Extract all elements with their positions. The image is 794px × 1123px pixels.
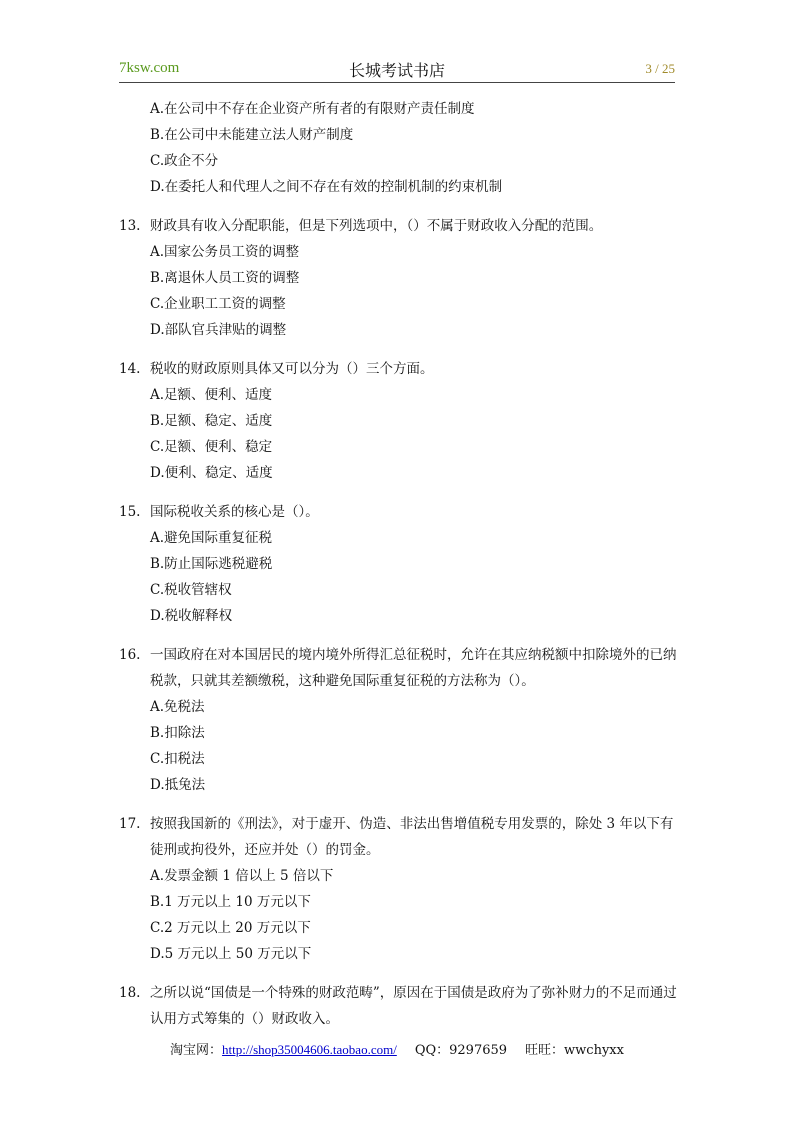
option-b: B.1 万元以上 10 万元以下 bbox=[150, 894, 311, 910]
question-18 bbox=[119, 980, 679, 1032]
option-a: A.足额、便利、适度 bbox=[150, 387, 273, 403]
question-stem: 财政具有收入分配职能，但是下列选项中，（）不属于财政收入分配的范围。 bbox=[150, 218, 603, 234]
question-number: 17. bbox=[119, 816, 141, 832]
question-stem: 国际税收关系的核心是（）。 bbox=[150, 504, 319, 520]
question-stem: 一国政府在对本国居民的境内境外所得汇总征税时，允许在其应纳税额中扣除境外的已纳税款，只就其差额缴税，这种避免国际重复征税的方法称为（）。 bbox=[150, 647, 677, 689]
option-a: A.国家公务员工资的调整 bbox=[150, 244, 300, 260]
option-b: B.扣除法 bbox=[150, 725, 205, 741]
page-footer bbox=[0, 1039, 794, 1058]
option-b: B.离退休人员工资的调整 bbox=[150, 270, 300, 286]
page-header bbox=[119, 56, 675, 83]
question-stem: 税收的财政原则具体又可以分为（）三个方面。 bbox=[150, 361, 434, 377]
wangwang-contact: 旺旺：wwchyxx bbox=[525, 1043, 624, 1058]
page-indicator: 3 / 25 bbox=[645, 61, 675, 76]
option-c: C.税收管辖权 bbox=[150, 582, 232, 598]
option-a: A.在公司中不存在企业资产所有者的有限财产责任制度 bbox=[150, 101, 475, 117]
previous-question-options bbox=[119, 96, 679, 200]
question-stem: 之所以说“国债是一个特殊的财政范畴”，原因在于国债是政府为了弥补财力的不足而通过认用方式筹集的（）财政收入。 bbox=[150, 985, 677, 1027]
question-17 bbox=[119, 811, 679, 967]
option-b: B.足额、稳定、适度 bbox=[150, 413, 273, 429]
site-name[interactable]: 7ksw.com bbox=[119, 60, 180, 76]
question-16 bbox=[119, 642, 679, 798]
question-number: 14. bbox=[119, 361, 141, 377]
option-d: D.便利、稳定、适度 bbox=[150, 465, 273, 481]
option-a: A.免税法 bbox=[150, 699, 205, 715]
shop-label: 淘宝网： bbox=[170, 1043, 223, 1058]
option-b: B.在公司中未能建立法人财产制度 bbox=[150, 127, 354, 143]
document-body bbox=[119, 96, 679, 1032]
option-c: C.政企不分 bbox=[150, 153, 219, 169]
option-c: C.2 万元以上 20 万元以下 bbox=[150, 920, 311, 936]
question-15 bbox=[119, 499, 679, 629]
option-d: D.抵兔法 bbox=[150, 777, 206, 793]
question-number: 13. bbox=[119, 218, 141, 234]
qq-contact: QQ：9297659 bbox=[414, 1043, 508, 1058]
option-c: C.企业职工工资的调整 bbox=[150, 296, 286, 312]
question-number: 18. bbox=[119, 985, 141, 1001]
option-a: A.避免国际重复征税 bbox=[150, 530, 273, 546]
shop-link[interactable]: http://shop35004606.taobao.com/ bbox=[222, 1042, 397, 1057]
question-13 bbox=[119, 213, 679, 343]
question-14 bbox=[119, 356, 679, 486]
option-d: D.税收解释权 bbox=[150, 608, 233, 624]
option-c: C.扣税法 bbox=[150, 751, 205, 767]
option-d: D.5 万元以上 50 万元以下 bbox=[150, 946, 312, 962]
option-d: D.部队官兵津贴的调整 bbox=[150, 322, 287, 338]
question-number: 15. bbox=[119, 504, 141, 520]
option-a: A.发票金额 1 倍以上 5 倍以下 bbox=[150, 868, 334, 884]
option-c: C.足额、便利、稳定 bbox=[150, 439, 273, 455]
store-title: 长城考试书店 bbox=[348, 61, 445, 80]
option-b: B.防止国际逃税避税 bbox=[150, 556, 273, 572]
option-d: D.在委托人和代理人之间不存在有效的控制机制的约束机制 bbox=[150, 179, 503, 195]
question-number: 16. bbox=[119, 647, 141, 663]
question-stem: 按照我国新的《刑法》，对于虚开、伪造、非法出售增值税专用发票的，除处 3 年以下有徒刑或拘役外，还应并处（）的罚金。 bbox=[150, 816, 674, 858]
